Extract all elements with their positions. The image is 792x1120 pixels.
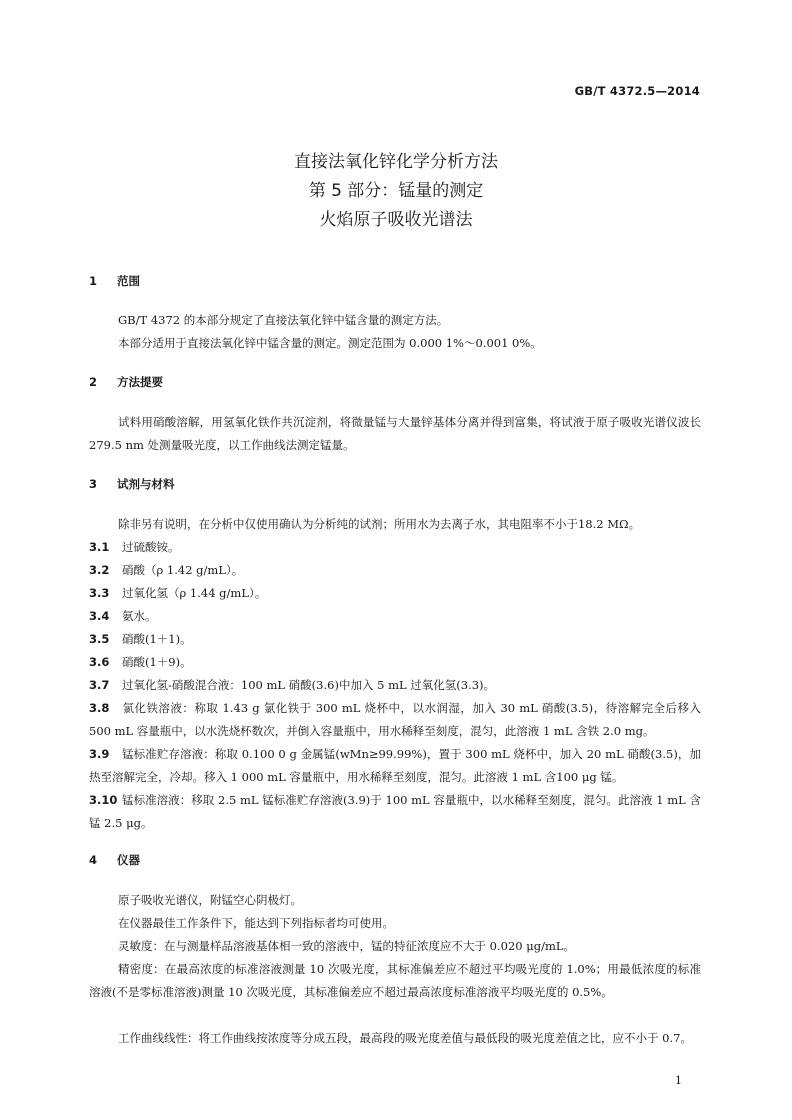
- paragraph: 在仪器最佳工作条件下，能达到下列指标者均可使用。: [118, 916, 394, 930]
- item-text: 过氧化氢-硝酸混合液：100 mL 硝酸(3.6)中加入 5 mL 过氧化氢(3.3)。: [122, 678, 496, 692]
- list-item: [89, 559, 701, 582]
- item-number: 3.2: [89, 563, 110, 577]
- section-number: 4: [89, 853, 98, 867]
- list-item: [89, 697, 701, 743]
- item-text: 锰标准溶液：移取 2.5 mL 锰标准贮存溶液(3.9)于 100 mL 容量瓶中，以水稀释至刻度，混匀。此溶液 1 mL 含锰 2.5 μg。: [89, 793, 701, 830]
- item-number: 3.8: [89, 701, 110, 715]
- item-text: 氯化铁溶液：称取 1.43 g 氯化铁于 300 mL 烧杯中，以水润湿，加入 30 mL 硝酸(3.5)，待溶解完全后移入 500 mL 容量瓶中，以水洗烧杯数次，并倒入容量瓶中，用水稀释至刻度，混匀，此溶液 1 mL 含铁 2.0 mg。: [89, 701, 701, 738]
- item-number: 3.1: [89, 540, 110, 554]
- item-text: 过硫酸铵。: [122, 540, 180, 554]
- item-number: 3.3: [89, 586, 110, 600]
- item-number: 3.6: [89, 655, 110, 669]
- paragraph: GB/T 4372 的本部分规定了直接法氧化锌中锰含量的测定方法。: [118, 313, 449, 327]
- item-number: 3.4: [89, 609, 110, 623]
- paragraph: 除非另有说明，在分析中仅使用确认为分析纯的试剂；所用水为去离子水，其电阻率不小于18.2 MΩ。: [118, 517, 641, 531]
- list-item: [89, 789, 701, 835]
- list-item: [89, 743, 701, 789]
- item-text: 硝酸（ρ 1.42 g/mL）。: [122, 563, 244, 577]
- list-item: [89, 674, 701, 697]
- item-text: 锰标准贮存溶液：称取 0.100 0 g 金属锰(wMn≥99.99%)，置于 300 mL 烧杯中，加入 20 mL 硝酸(3.5)，加热至溶解完全，冷却。移入 1 000 mL 容量瓶中，用水稀释至刻度，混匀。此溶液 1 mL 含100 μg 锰。: [89, 747, 701, 784]
- list-item: [89, 651, 701, 674]
- section-title: 试剂与材料: [117, 477, 175, 491]
- section-title: 仪器: [117, 853, 140, 867]
- item-number: 3.9: [89, 747, 110, 761]
- list-item: [89, 582, 701, 605]
- title-line-1: 直接法氧化锌化学分析方法: [294, 152, 498, 172]
- section-1-heading: [89, 273, 140, 289]
- section-3-heading: [89, 476, 175, 492]
- item-number: 3.5: [89, 632, 110, 646]
- item-text: 氨水。: [122, 609, 157, 623]
- item-text: 硝酸(1＋9)。: [122, 655, 192, 669]
- paragraph: 试料用硝酸溶解，用氢氧化铁作共沉淀剂，将微量锰与大量锌基体分离并得到富集，将试液于原子吸收光谱仪波长 279.5 nm 处测量吸光度，以工作曲线法测定锰量。: [89, 415, 701, 452]
- section-title: 范围: [117, 274, 140, 288]
- section-title: 方法提要: [117, 375, 163, 389]
- title-line-3: 火焰原子吸收光谱法: [319, 210, 473, 230]
- list-item: [89, 605, 701, 628]
- standard-code: GB/T 4372.5—2014: [574, 84, 700, 98]
- paragraph: 原子吸收光谱仪，附锰空心阴极灯。: [118, 893, 302, 907]
- section-4-heading: [89, 852, 140, 868]
- page-number: 1: [675, 1074, 682, 1087]
- title-line-2: 第 5 部分：锰量的测定: [308, 181, 484, 201]
- item-text: 硝酸(1＋1)。: [122, 632, 192, 646]
- section-number: 2: [89, 375, 98, 389]
- paragraph: 本部分适用于直接法氧化锌中锰含量的测定。测定范围为 0.000 1%～0.001 0%。: [118, 336, 542, 350]
- section-number: 3: [89, 477, 98, 491]
- paragraph: 精密度：在最高浓度的标准溶液测量 10 次吸光度，其标准偏差应不超过平均吸光度的 1.0%；用最低浓度的标准溶液(不是零标准溶液)测量 10 次吸光度，其标准偏差应不超过最高浓度标准溶液平均吸光度的 0.5%。: [89, 962, 701, 999]
- item-number: 3.10: [89, 793, 118, 807]
- paragraph: 工作曲线线性：将工作曲线按浓度等分成五段，最高段的吸光度差值与最低段的吸光度差值之比，应不小于 0.7。: [118, 1031, 692, 1045]
- paragraph: 灵敏度：在与测量样品溶液基体相一致的溶液中，锰的特征浓度应不大于 0.020 μg/mL。: [118, 939, 575, 953]
- list-item: [89, 628, 701, 651]
- list-item: [89, 536, 701, 559]
- section-2-heading: [89, 374, 163, 390]
- item-text: 过氧化氢（ρ 1.44 g/mL）。: [122, 586, 267, 600]
- section-number: 1: [89, 274, 98, 288]
- item-number: 3.7: [89, 678, 110, 692]
- document-title: [0, 148, 792, 235]
